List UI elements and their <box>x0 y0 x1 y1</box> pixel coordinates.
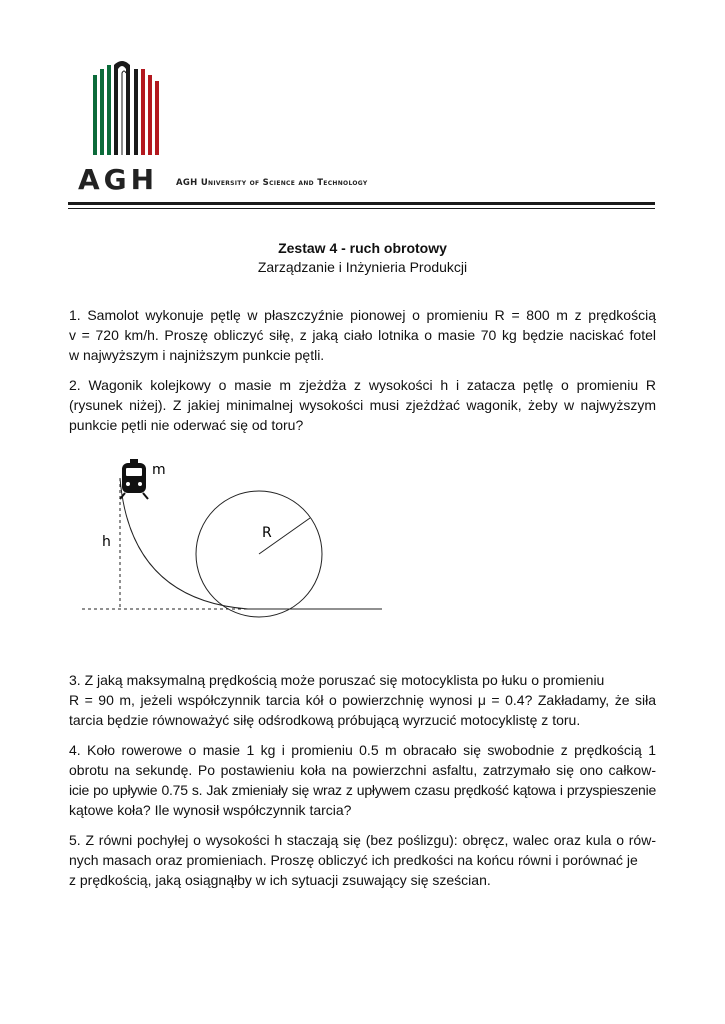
problem-3-line-1: 3. Z jaką maksymalną prędkością może poruszać się motocyklista po łuku o promieniu <box>69 672 605 688</box>
problem-5-line-1: 5. Z równi pochyłej o wysokości h staczają się (bez poślizgu): obręcz, walec oraz kula o rów- <box>69 832 656 848</box>
loop-figure <box>70 450 400 625</box>
problem-4-line-4: kątowe koła? Ile wynosił współczynnik tarcia? <box>69 802 352 818</box>
label-m: m <box>152 462 166 478</box>
problem-4 <box>69 740 656 820</box>
label-h: h <box>102 534 111 550</box>
slide-track <box>120 478 248 609</box>
label-R: R <box>262 525 272 541</box>
problem-3-line-3: tarcia będzie równoważyć siłę odśrodkową próbującą wyrzucić motocyklistę z toru. <box>69 712 581 728</box>
problem-2 <box>69 375 656 435</box>
document-subtitle: Zarządzanie i Inżynieria Produkcji <box>257 259 468 275</box>
problem-5 <box>69 830 656 890</box>
document-title: Zestaw 4 - ruch obrotowy <box>278 240 447 256</box>
problem-5-line-2: nych masach oraz promieniach. Proszę obliczyć ich predkości na końcu równi i porównać je <box>69 852 638 868</box>
problem-1-line-3: w najwyższym i najniższym punkcie pętli. <box>69 347 325 363</box>
train-icon <box>120 459 148 499</box>
problem-2-line-2: (rysunek niżej). Z jakiej minimalnej wysokości musi zjeżdżać wagonik, żeby w najwyższym <box>69 397 656 413</box>
problem-4-line-3: icie po upływie 0.75 s. Jak zmieniały się wraz z upływem czasu prędkość kątowa i przyspieszenie <box>69 782 656 798</box>
header-rule-thin <box>68 208 655 209</box>
problem-1 <box>69 305 656 365</box>
problem-1-line-1: 1. Samolot wykonuje pętlę w płaszczyźnie pionowej o promieniu R = 800 m z prędkością <box>69 307 656 323</box>
problem-1-line-2: v = 720 km/h. Proszę obliczyć siłę, z jaką ciało lotnika o masie 70 kg będzie naciskać fotel <box>69 327 656 343</box>
problem-3 <box>69 670 656 730</box>
header-rule-thick <box>68 202 655 205</box>
problem-4-line-2: obrotu na sekundę. Po postawieniu koła na powierzchni asfaltu, zatrzymało się ono całkow- <box>69 762 656 778</box>
problem-4-line-1: 4. Koło rowerowe o masie 1 kg i promieniu 0.5 m obracało się swobodnie z prędkością 1 <box>69 742 656 758</box>
university-name: AGH University of Science and Technology <box>176 178 368 188</box>
problem-5-line-3: z prędkością, jaką osiągnąłby w ich sytuacji zsuwający się sześcian. <box>69 872 491 888</box>
problem-3-line-2: R = 90 m, jeżeli współczynnik tarcia kół o powierzchnię wynosi μ = 0.4? Zakładamy, że siła <box>69 692 656 708</box>
problem-2-line-1: 2. Wagonik kolejkowy o masie m zjeżdża z wysokości h i zatacza pętlę o promieniu R <box>69 377 656 393</box>
logo-text: AGH <box>78 163 159 196</box>
problem-2-line-3: punkcie pętli nie oderwać się od toru? <box>69 417 304 433</box>
